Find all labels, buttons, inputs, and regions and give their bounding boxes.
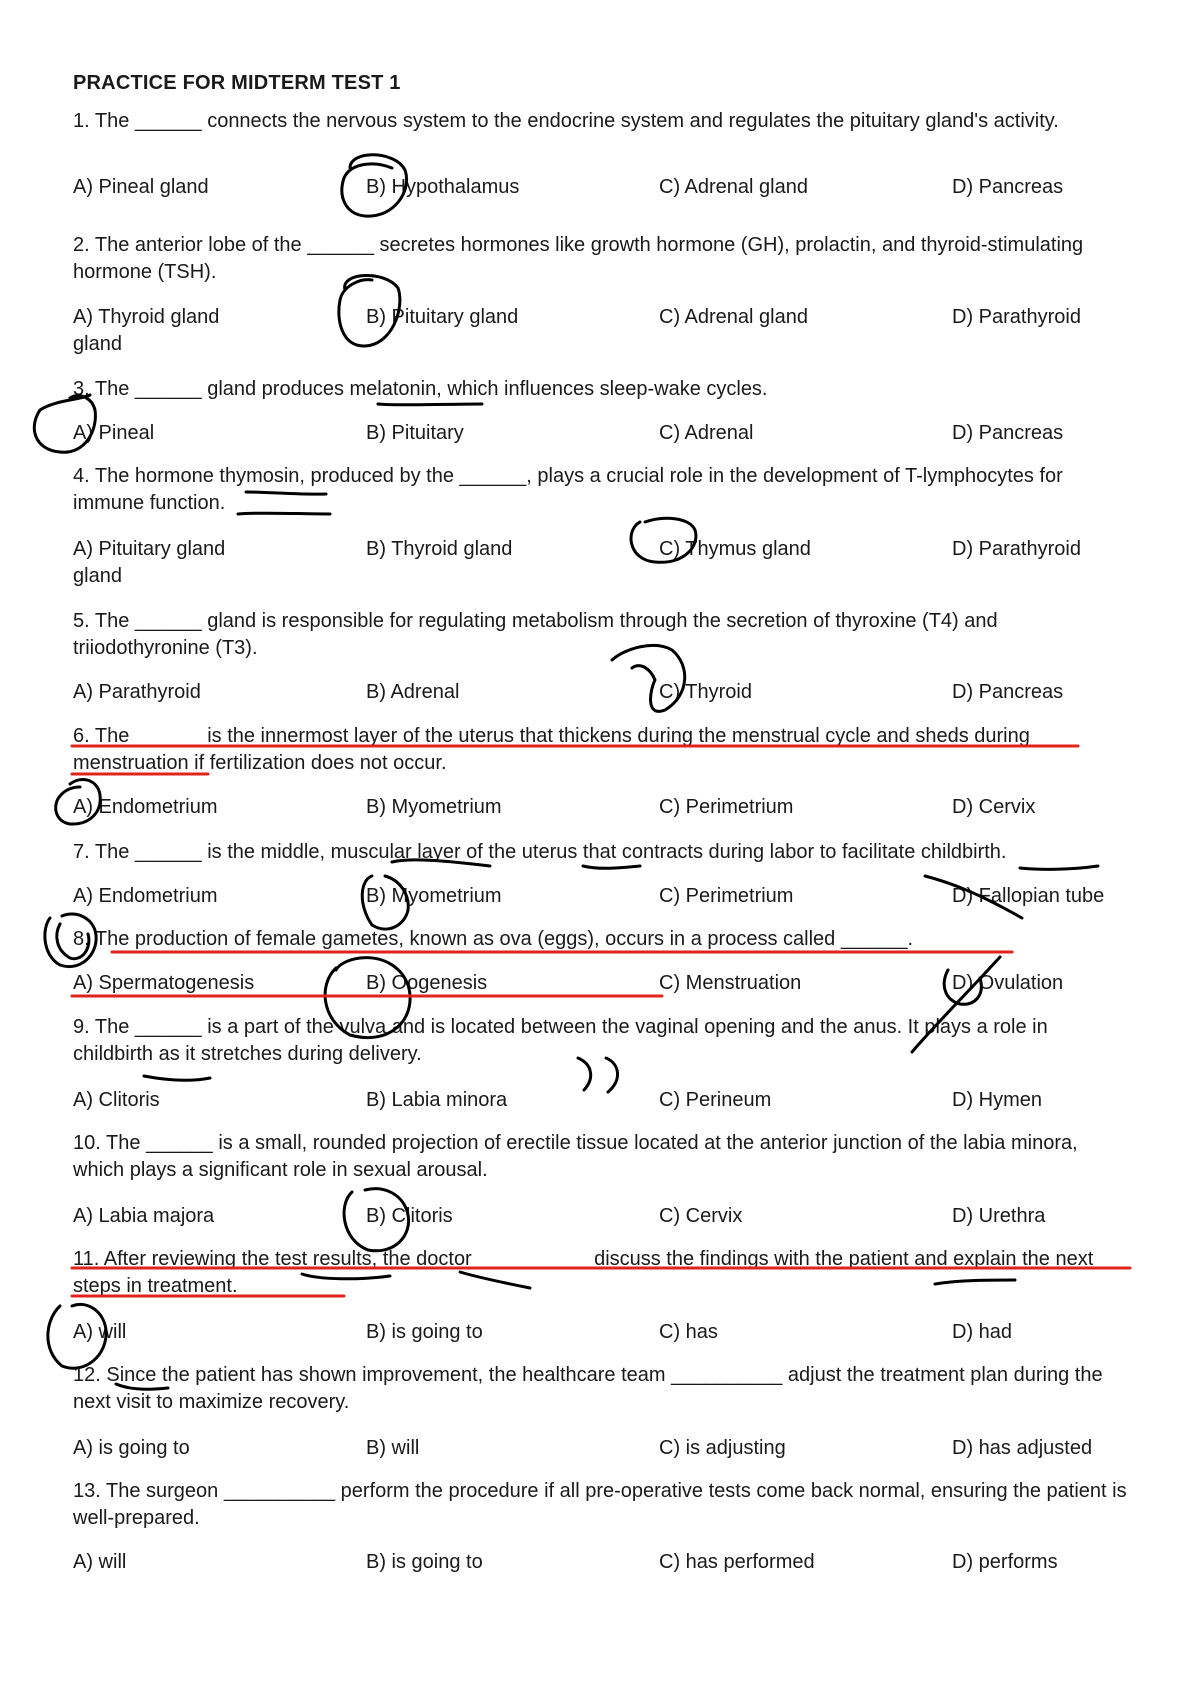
question-1-option-c[interactable]: C) Adrenal gland — [659, 176, 808, 198]
question-7-option-d[interactable]: D) Fallopian tube — [952, 885, 1105, 907]
question-10-option-d[interactable]: D) Urethra — [952, 1205, 1046, 1227]
question-2-option-b[interactable]: B) Pituitary gland — [366, 306, 519, 328]
question-13-text: 13. The surgeon __________ perform the procedure if all pre-operative tests come back normal, ensuring the patient is well-prepared. — [73, 1480, 1127, 1529]
question-1-option-d[interactable]: D) Pancreas — [952, 176, 1064, 198]
question-1-option-a[interactable]: A) Pineal gland — [73, 176, 209, 198]
question-5-option-a[interactable]: A) Parathyroid — [73, 681, 201, 703]
question-9-option-d[interactable]: D) Hymen — [952, 1089, 1043, 1111]
question-6-option-c[interactable]: C) Perimetrium — [659, 796, 794, 818]
question-5-option-b[interactable]: B) Adrenal — [366, 681, 460, 703]
question-7-text: 7. The ______ is the middle, muscular layer of the uterus that contracts during labor to facilitate childbirth. — [73, 841, 1007, 863]
question-8-option-a[interactable]: A) Spermatogenesis — [73, 972, 255, 994]
question-3-option-d[interactable]: D) Pancreas — [952, 422, 1064, 444]
question-6-option-d[interactable]: D) Cervix — [952, 796, 1036, 818]
question-12-options — [0, 1435, 1200, 1465]
question-11-options — [0, 1319, 1200, 1349]
question-12-text: 12. Since the patient has shown improvement, the healthcare team __________ adjust the treatment plan during the next visit to maximize recovery. — [73, 1364, 1103, 1413]
question-2-options — [0, 304, 1200, 334]
question-13-option-d[interactable]: D) performs — [952, 1551, 1058, 1573]
question-7-options — [0, 883, 1200, 913]
question-10-option-b[interactable]: B) Clitoris — [366, 1205, 453, 1227]
question-7-option-c[interactable]: C) Perimetrium — [659, 885, 794, 907]
question-2-text: 2. The anterior lobe of the ______ secretes hormones like growth hormone (GH), prolactin, and thyroid-stimulating hormone (TSH). — [73, 234, 1084, 283]
question-4-options — [0, 536, 1200, 566]
underline-uterus — [583, 866, 640, 868]
question-8-option-b[interactable]: B) Oogenesis — [366, 972, 488, 994]
question-1-option-b[interactable]: B) Hypothalamus — [366, 176, 520, 198]
question-13-option-b[interactable]: B) is going to — [366, 1551, 483, 1573]
question-6-option-a[interactable]: A) Endometrium — [73, 796, 218, 818]
question-5-option-d[interactable]: D) Pancreas — [952, 681, 1064, 703]
question-6-text: 6. The ______ is the innermost layer of the uterus that thickens during the menstrual cycle and sheds during menstruation if fertilization does not occur. — [73, 725, 1030, 774]
question-13-option-c[interactable]: C) has performed — [659, 1551, 815, 1573]
question-12-option-a[interactable]: A) is going to — [73, 1437, 190, 1459]
question-5-option-c[interactable]: C) Thyroid — [659, 681, 752, 703]
question-10-option-a[interactable]: A) Labia majora — [73, 1205, 215, 1227]
question-9-options — [0, 1087, 1200, 1117]
page-title: PRACTICE FOR MIDTERM TEST 1 — [73, 72, 401, 94]
question-13-options — [0, 1549, 1200, 1579]
question-7-option-a[interactable]: A) Endometrium — [73, 885, 218, 907]
question-3-option-b[interactable]: B) Pituitary — [366, 422, 464, 444]
question-11-option-b[interactable]: B) is going to — [366, 1321, 483, 1343]
question-4-option-a[interactable]: A) Pituitary gland — [73, 538, 226, 560]
question-4-option-d[interactable]: D) Parathyroid — [952, 538, 1081, 560]
question-9-option-b[interactable]: B) Labia minora — [366, 1089, 508, 1111]
question-10-option-c[interactable]: C) Cervix — [659, 1205, 743, 1227]
question-5-text: 5. The ______ gland is responsible for regulating metabolism through the secretion of thyroxine (T4) and triiodothyronine (T3). — [73, 610, 998, 659]
question-12-option-c[interactable]: C) is adjusting — [659, 1437, 786, 1459]
question-8-option-d[interactable]: D) Ovulation — [952, 972, 1064, 994]
question-3-text: 3. The ______ gland produces melatonin, which influences sleep-wake cycles. — [73, 378, 768, 400]
question-9-text: 9. The ______ is a part of the vulva and is located between the vaginal opening and the anus. It plays a role in childbirth as it stretches during delivery. — [73, 1016, 1048, 1065]
question-1-text: 1. The ______ connects the nervous system to the endocrine system and regulates the pituitary gland's activity. — [73, 110, 1059, 132]
question-4-text: 4. The hormone thymosin, produced by the ______, plays a crucial role in the development of T-lymphocytes for immune function. — [73, 465, 1063, 514]
question-11-option-c[interactable]: C) has — [659, 1321, 718, 1343]
question-1-options — [0, 174, 1200, 204]
underline-childbirth-q9 — [144, 1076, 210, 1080]
underline-childbirth — [1020, 866, 1098, 869]
question-10-options — [0, 1203, 1200, 1233]
question-6-options — [0, 794, 1200, 824]
question-4-option-wrap: gland — [73, 565, 122, 587]
question-12-option-b[interactable]: B) will — [366, 1437, 420, 1459]
question-5-options — [0, 679, 1200, 709]
question-8-option-c[interactable]: C) Menstruation — [659, 972, 802, 994]
question-2-option-d[interactable]: D) Parathyroid — [952, 306, 1081, 328]
question-11-option-a[interactable]: A) will — [73, 1321, 127, 1343]
question-11-text: 11. After reviewing the test results, the doctor __________ discuss the findings with the patient and explain the next steps in treatment. — [73, 1248, 1094, 1297]
question-12-option-d[interactable]: D) has adjusted — [952, 1437, 1093, 1459]
question-3-option-c[interactable]: C) Adrenal — [659, 422, 754, 444]
question-4-option-b[interactable]: B) Thyroid gland — [366, 538, 513, 560]
question-3-options — [0, 420, 1200, 450]
question-11-option-d[interactable]: D) had — [952, 1321, 1013, 1343]
question-2-option-c[interactable]: C) Adrenal gland — [659, 306, 808, 328]
question-3-option-a[interactable]: A) Pineal — [73, 422, 155, 444]
question-2-option-a[interactable]: A) Thyroid gland — [73, 306, 220, 328]
question-6-option-b[interactable]: B) Myometrium — [366, 796, 502, 818]
question-9-option-c[interactable]: C) Perineum — [659, 1089, 772, 1111]
underline-melatonin — [378, 404, 482, 405]
question-7-option-b[interactable]: B) Myometrium — [366, 885, 502, 907]
question-13-option-a[interactable]: A) will — [73, 1551, 127, 1573]
question-9-option-a[interactable]: A) Clitoris — [73, 1089, 160, 1111]
question-10-text: 10. The ______ is a small, rounded projection of erectile tissue located at the anterior junction of the labia minora, which plays a significant role in sexual arousal. — [73, 1132, 1078, 1181]
question-4-option-c[interactable]: C) Thymus gland — [659, 538, 811, 560]
question-8-options — [0, 970, 1200, 1000]
question-8-text: 8. The production of female gametes, known as ova (eggs), occurs in a process called ______. — [73, 928, 914, 950]
question-2-option-wrap: gland — [73, 333, 122, 355]
